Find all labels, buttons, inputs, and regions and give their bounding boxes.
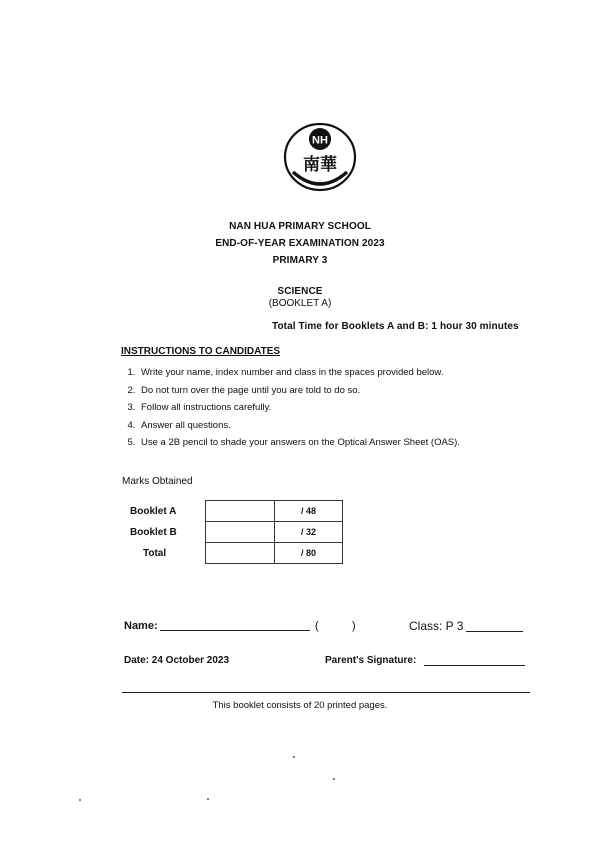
exam-title: END-OF-YEAR EXAMINATION 2023 xyxy=(215,238,385,249)
school-name: NAN HUA PRIMARY SCHOOL xyxy=(229,221,371,232)
index-paren-open: ( xyxy=(315,620,319,632)
signature-label: Parent's Signature: xyxy=(325,655,417,666)
marks-title: Marks Obtained xyxy=(122,476,193,487)
table-row xyxy=(124,543,343,564)
exam-date: Date: 24 October 2023 xyxy=(124,655,230,666)
index-number-field[interactable] xyxy=(322,618,352,634)
marks-row-label: Booklet A xyxy=(130,505,177,517)
scan-speck xyxy=(207,798,209,800)
logo-chinese-name: 南華 xyxy=(303,155,337,175)
name-label: Name: xyxy=(124,620,158,632)
logo-monogram: NH xyxy=(312,134,328,147)
class-field[interactable] xyxy=(466,631,523,632)
scan-speck xyxy=(333,778,335,780)
marks-max: / 48 xyxy=(275,501,343,522)
instruction-item: 5. Use a 2B pencil to shade your answers on the Optical Answer Sheet (OAS). xyxy=(138,434,578,452)
booklet-label: (BOOKLET A) xyxy=(268,298,332,309)
class-label: Class: P 3 xyxy=(409,619,464,633)
instruction-item: 3. Follow all instructions carefully. xyxy=(138,399,578,417)
marks-row-label: Booklet B xyxy=(130,526,177,538)
marks-score-cell[interactable] xyxy=(206,501,275,522)
scan-speck xyxy=(79,799,81,801)
subject: SCIENCE xyxy=(277,286,323,297)
instructions-title: INSTRUCTIONS TO CANDIDATES xyxy=(121,346,281,357)
table-row xyxy=(124,522,343,543)
instructions-list xyxy=(121,364,578,452)
marks-max: / 80 xyxy=(275,543,343,564)
total-time: Total Time for Booklets A and B: 1 hour 30 minutes xyxy=(272,321,519,332)
page-count-note: This booklet consists of 20 printed pages. xyxy=(212,700,388,711)
footer-divider xyxy=(122,692,530,693)
level: PRIMARY 3 xyxy=(272,255,328,266)
table-row xyxy=(124,501,343,522)
signature-field[interactable] xyxy=(424,665,525,666)
instruction-item: 2. Do not turn over the page until you are told to do so. xyxy=(138,382,578,400)
index-paren-close: ) xyxy=(352,620,356,632)
marks-score-cell[interactable] xyxy=(206,543,275,564)
instruction-item: 4. Answer all questions. xyxy=(138,417,578,435)
marks-max: / 32 xyxy=(275,522,343,543)
marks-score-cell[interactable] xyxy=(206,522,275,543)
scan-speck xyxy=(293,756,295,758)
instruction-item: 1. Write your name, index number and class in the spaces provided below. xyxy=(138,364,578,382)
name-field[interactable] xyxy=(160,630,310,631)
school-logo xyxy=(283,122,357,192)
marks-row-label: Total xyxy=(143,547,167,559)
marks-table xyxy=(124,500,343,564)
